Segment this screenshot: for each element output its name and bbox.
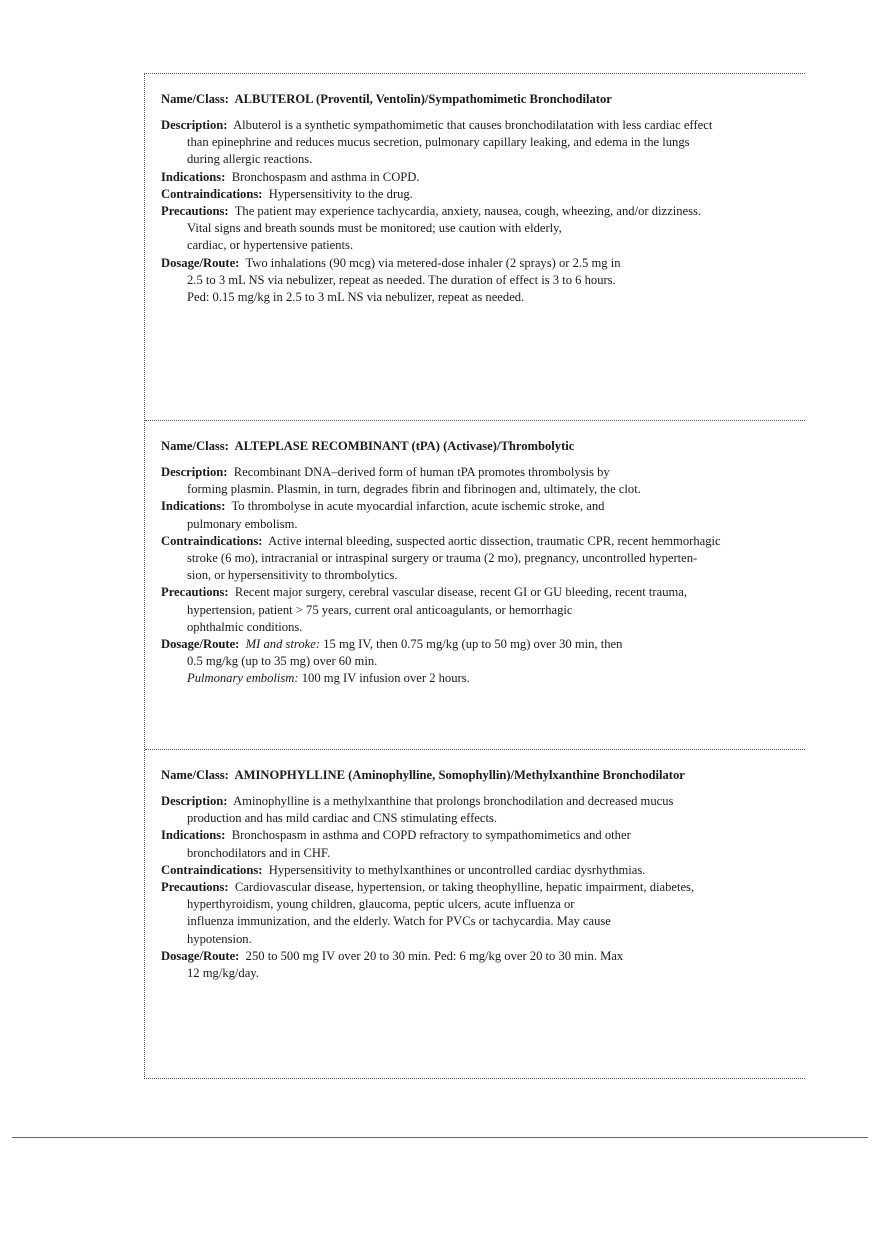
dosage-text: Ped: 0.15 mg/kg in 2.5 to 3 mL NS via nebulizer, repeat as needed. xyxy=(187,290,525,305)
precautions-text: ophthalmic conditions. xyxy=(187,619,303,634)
name-class-heading xyxy=(161,91,805,107)
description-text: Recombinant DNA–derived form of human tPA promotes thrombolysis by xyxy=(233,465,610,479)
precautions-label: Precautions: xyxy=(161,585,229,600)
indications-label: Indications: xyxy=(161,828,226,843)
precautions-text: The patient may experience tachycardia, anxiety, nausea, cough, wheezing, and/or dizziness. xyxy=(234,204,702,219)
indications-label: Indications: xyxy=(161,499,226,514)
indications-text: Bronchospasm and asthma in COPD. xyxy=(231,169,420,184)
indications-field xyxy=(161,827,805,861)
precautions-text: influenza immunization, and the elderly. Watch for PVCs or tachycardia. May cause xyxy=(187,914,611,929)
precautions-text: hypotension. xyxy=(187,931,252,946)
indications-field xyxy=(161,498,805,532)
name-class-heading xyxy=(161,767,805,783)
indications-label: Indications: xyxy=(161,169,226,184)
precautions-field xyxy=(161,203,805,255)
precautions-text: Recent major surgery, cerebral vascular disease, recent GI or GU bleeding, recent trauma, xyxy=(234,585,688,600)
description-text: Aminophylline is a methylxanthine that prolongs bronchodilation and decreased mucus xyxy=(233,794,674,808)
indications-text: To thrombolyse in acute myocardial infarction, acute ischemic stroke, and xyxy=(231,499,605,514)
description-field xyxy=(161,117,805,169)
contraindications-field xyxy=(161,533,805,585)
description-label: Description: xyxy=(161,465,228,479)
dosage-text: 2.5 to 3 mL NS via nebulizer, repeat as needed. The duration of effect is 3 to 6 hours. xyxy=(187,272,616,287)
contraindications-field xyxy=(161,862,805,879)
description-text: during allergic reactions. xyxy=(187,152,313,167)
precautions-text: cardiac, or hypertensive patients. xyxy=(187,238,354,253)
dosage-label: Dosage/Route: xyxy=(161,255,240,270)
indications-text: pulmonary embolism. xyxy=(187,516,298,531)
dosage-label: Dosage/Route: xyxy=(161,948,240,963)
description-field xyxy=(161,464,805,498)
contraindications-text: Hypersensitivity to methylxanthines or uncontrolled cardiac dysrhythmias. xyxy=(268,862,646,877)
description-text: than epinephrine and reduces mucus secretion, pulmonary capillary leaking, and edema in the lungs xyxy=(187,135,690,150)
name-class-label: Name/Class: xyxy=(161,439,229,453)
contraindications-text: Active internal bleeding, suspected aortic dissection, traumatic CPR, recent hemmorhagic xyxy=(268,533,721,548)
flashcard-sheet xyxy=(144,73,805,1079)
precautions-field xyxy=(161,584,805,636)
contraindications-text: stroke (6 mo), intracranial or intraspinal surgery or trauma (2 mo), pregnancy, uncontrolled hyperten- xyxy=(187,551,698,566)
name-class-label: Name/Class: xyxy=(161,768,229,782)
contraindications-label: Contraindications: xyxy=(161,533,263,548)
dosage-field xyxy=(161,636,805,688)
dosage-text: 12 mg/kg/day. xyxy=(187,966,259,981)
precautions-text: hypertension, patient > 75 years, current oral anticoagulants, or hemorrhagic xyxy=(187,602,573,617)
indications-field xyxy=(161,169,805,186)
description-text: Albuterol is a synthetic sympathomimetic that causes bronchodilatation with less cardiac effect xyxy=(233,118,713,132)
contraindications-field xyxy=(161,186,805,203)
indications-text: bronchodilators and in CHF. xyxy=(187,845,331,860)
dosage-text: 0.5 mg/kg (up to 35 mg) over 60 min. xyxy=(187,654,378,669)
dosage-text: 250 to 500 mg IV over 20 to 30 min. Ped: 6 mg/kg over 20 to 30 min. Max xyxy=(245,948,624,963)
precautions-label: Precautions: xyxy=(161,204,229,219)
name-class-label: Name/Class: xyxy=(161,92,229,106)
indications-text: Bronchospasm in asthma and COPD refractory to sympathomimetics and other xyxy=(231,828,631,843)
dosage-field xyxy=(161,255,805,307)
name-class-value: ALTEPLASE RECOMBINANT (tPA) (Activase)/Thrombolytic xyxy=(234,439,575,453)
contraindications-text: sion, or hypersensitivity to thrombolytics. xyxy=(187,568,398,583)
description-label: Description: xyxy=(161,118,228,132)
description-field xyxy=(161,793,805,827)
dosage-label: Dosage/Route: xyxy=(161,637,240,652)
precautions-field xyxy=(161,879,805,948)
dosage-text: Two inhalations (90 mcg) via metered-dose inhaler (2 sprays) or 2.5 mg in xyxy=(245,255,621,270)
dosage-text: 100 mg IV infusion over 2 hours. xyxy=(301,671,470,686)
precautions-text: hyperthyroidism, young children, glaucoma, peptic ulcers, acute influenza or xyxy=(187,897,575,912)
contraindications-text: Hypersensitivity to the drug. xyxy=(268,186,413,201)
name-class-value: AMINOPHYLLINE (Aminophylline, Somophyllin)/Methylxanthine Bronchodilator xyxy=(234,768,685,782)
precautions-text: Vital signs and breath sounds must be monitored; use caution with elderly, xyxy=(187,221,562,236)
precautions-label: Precautions: xyxy=(161,880,229,895)
description-label: Description: xyxy=(161,794,228,808)
drug-card-albuterol xyxy=(145,74,805,420)
drug-card-alteplase xyxy=(145,420,805,749)
contraindications-label: Contraindications: xyxy=(161,862,263,877)
name-class-value: ALBUTEROL (Proventil, Ventolin)/Sympathomimetic Bronchodilator xyxy=(234,92,612,106)
description-text: production and has mild cardiac and CNS stimulating effects. xyxy=(187,811,497,826)
dosage-text: 15 mg IV, then 0.75 mg/kg (up to 50 mg) over 30 min, then xyxy=(323,637,623,652)
description-text: forming plasmin. Plasmin, in turn, degrades fibrin and fibrinogen and, ultimately, the clot. xyxy=(187,482,641,497)
dosage-mi-label: MI and stroke: xyxy=(245,637,321,652)
page-footer-rule xyxy=(12,1137,868,1138)
dosage-field xyxy=(161,948,805,982)
drug-card-aminophylline xyxy=(145,749,805,1078)
dosage-pe-label: Pulmonary embolism: xyxy=(187,671,299,686)
contraindications-label: Contraindications: xyxy=(161,186,263,201)
precautions-text: Cardiovascular disease, hypertension, or taking theophylline, hepatic impairment, diabetes, xyxy=(234,880,695,895)
name-class-heading xyxy=(161,438,805,454)
